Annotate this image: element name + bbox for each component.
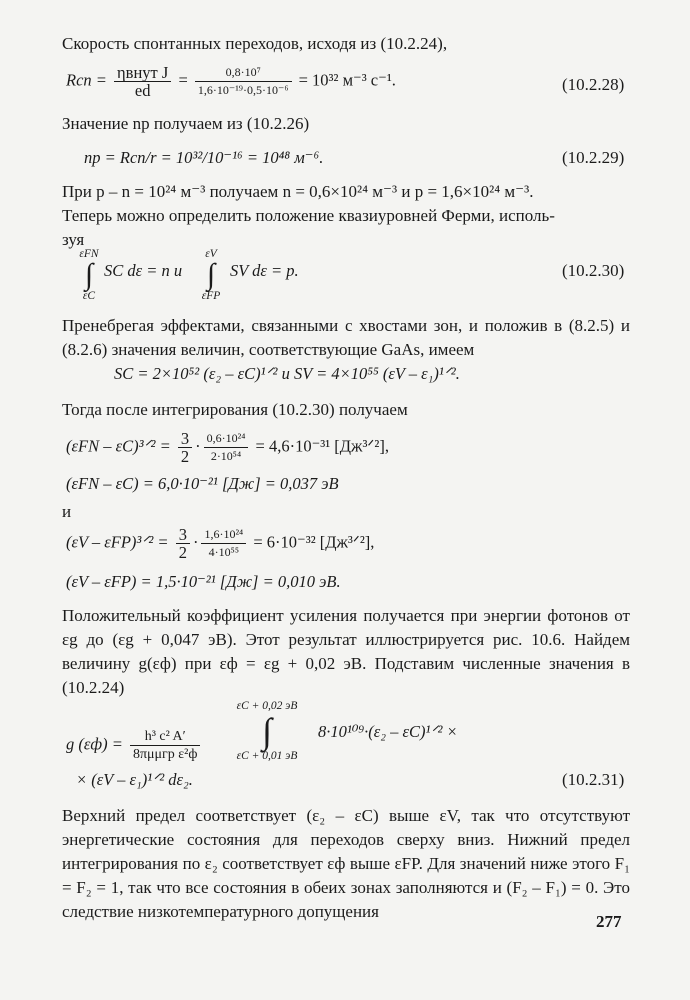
eq28-fraction-2 <box>195 64 292 99</box>
eq31-line-2: × (εV – ε₁)¹ᐟ² dε₂. <box>76 770 193 789</box>
eq28-frac2-num: 0,8·10⁷ <box>195 64 292 82</box>
eq-fp1-lhs: (εV – εFP)³ᐟ² = <box>66 532 169 552</box>
eq-fn2-text: (εFN – εC) = 6,0·10⁻²¹ [Дж] = 0,037 эВ <box>66 474 339 493</box>
eq30-integral-2 <box>196 248 226 302</box>
eq31-lhs: g (εф) = <box>66 734 123 754</box>
p3-line-3: зуя <box>62 230 85 249</box>
eq-fp1-frac-1: $\frac{3}{2}$ <box>176 526 190 561</box>
eq28-frac1-den: ed <box>134 81 151 100</box>
conjunction-and: и <box>62 502 72 521</box>
eq31-int-upper: εC + 0,02 эВ <box>236 700 298 712</box>
paragraph-np: Значение np получаем из (10.2.26) <box>62 114 310 133</box>
eq-fn1-frac-1: $\frac{3}{2}$ <box>178 430 192 465</box>
p3-line-2: Теперь можно определить положение квазиуровней Ферми, исполь- <box>62 206 555 225</box>
eq30-body-2: SV dε = p. <box>230 261 299 280</box>
p3-line-1: При p – n = 10²⁴ м⁻³ получаем n = 0,6×10²⁴ м⁻³ и p = 1,6×10²⁴ м⁻³. <box>62 182 534 201</box>
eq28-fraction-1 <box>114 64 171 99</box>
paragraph-gaas: Пренебрегая эффектами, связанными с хвостами зон, и положив в (8.2.5) и (8.2.6) значения величин, соответствующие GaAs, имеем <box>62 316 630 359</box>
eq31-integral <box>222 700 312 762</box>
eq31-fraction <box>130 728 200 763</box>
eq-fp2-text: (εV – εFP) = 1,5·10⁻²¹ [Дж] = 0,010 эВ. <box>66 572 341 591</box>
eq28-frac2-den: 1,6·10⁻¹⁹·0,5·10⁻⁶ <box>197 83 289 97</box>
paragraph-limits: Верхний предел соответствует (ε₂ – εC) выше εV, так что отсутствуют энергетические состояния для переходов сверху вниз. Нижний предел интегрирования по ε₂ соответствует εф выше εFP. Для значений ниже этого F₁ = F₂ = 1, так что все состояния в обеих зонах заполняются и (F₂ – F₁) = 0. Это следствие низкотемпературного допущения <box>62 806 630 921</box>
integral-sign-icon: ∫ <box>262 711 272 751</box>
eq-sc-sv-text: SC = 2×10⁵² (ε₂ – εC)¹ᐟ² и SV = 4×10⁵⁵ (εV – ε₁)¹ᐟ². <box>114 364 460 383</box>
equation-number-10-2-28: (10.2.28) <box>562 75 625 94</box>
paragraph-integration: Тогда после интегрирования (10.2.30) получаем <box>62 400 408 419</box>
eq30-int2-lower: εFP <box>201 290 221 302</box>
eq31-frac-den: 8πμμгр ε²ф <box>132 747 198 762</box>
eq-fp1-rhs: = 6·10⁻³² [Дж³ᐟ²], <box>253 532 375 552</box>
eq31-lhs-group <box>66 728 203 763</box>
equation-number-10-2-30: (10.2.30) <box>562 261 625 280</box>
eq30-integral-1 <box>74 248 104 302</box>
eq-fn1-dot: · <box>195 436 201 456</box>
eq28-lhs: Rсп = <box>66 70 107 90</box>
eq31-body: 8·10¹⁰⁹·(ε₂ – εC)¹ᐟ² × <box>318 722 458 741</box>
integral-sign-icon: ∫ <box>206 258 216 291</box>
eq-fn1-lhs: (εFN – εC)³ᐟ² = <box>66 436 171 456</box>
eq31-int-lower: εC + 0,01 эВ <box>236 750 298 762</box>
eq-fn1-rhs: = 4,6·10⁻³¹ [Дж³ᐟ²], <box>255 436 389 456</box>
paragraph-fermi <box>62 180 630 252</box>
equation-sc-sv <box>114 364 460 384</box>
equation-number-10-2-31: (10.2.31) <box>562 770 625 789</box>
eq28-equals: = <box>178 70 188 90</box>
eq28-rhs: = 10³² м⁻³ с⁻¹. <box>298 70 396 90</box>
integral-sign-icon: ∫ <box>84 258 94 291</box>
eq-fp1-dot: · <box>192 532 199 552</box>
eq30-int1-lower: εC <box>82 290 96 302</box>
equation-fp-2 <box>66 572 341 592</box>
eq30-body-1: SC dε = n и <box>104 261 183 280</box>
equation-number-10-2-29: (10.2.29) <box>562 148 625 167</box>
eq-fp1-frac-2: $\frac{\text{1,6·10²⁴}}{\text{4·10⁵⁵}}$ <box>201 526 246 561</box>
paragraph-gain: Положительный коэффициент усиления получается при энергии фотонов от εg до (εg + 0,047 эВ). Этот результат иллюстрируется рис. 10.6. Найдем величину g(εф) при εф = εg + 0,02 эВ. Подставим численные значения в (10.2.24) <box>62 606 630 697</box>
eq31-frac-num: h³ c² A′ <box>130 728 200 746</box>
eq30-int1-upper: εFN <box>79 248 99 260</box>
page-number: 277 <box>596 912 622 931</box>
paragraph-intro: Скорость спонтанных переходов, исходя из (10.2.24), <box>62 34 448 53</box>
eq-fn1-frac-2: $\frac{\text{0,6·10²⁴}}{\text{2·10⁵⁴}}$ <box>204 430 249 465</box>
eq30-int2-upper: εV <box>205 248 217 260</box>
eq28-frac1-num: ηвнут J <box>114 64 171 82</box>
equation-10-2-28 <box>66 64 396 99</box>
equation-fn-1 <box>66 430 389 465</box>
eq29-text: np = Rсп/r = 10³²/10⁻¹⁶ = 10⁴⁸ м⁻⁶. <box>84 148 324 167</box>
equation-fp-1 <box>66 526 374 561</box>
equation-10-2-29 <box>84 148 323 168</box>
equation-fn-2 <box>66 474 339 494</box>
